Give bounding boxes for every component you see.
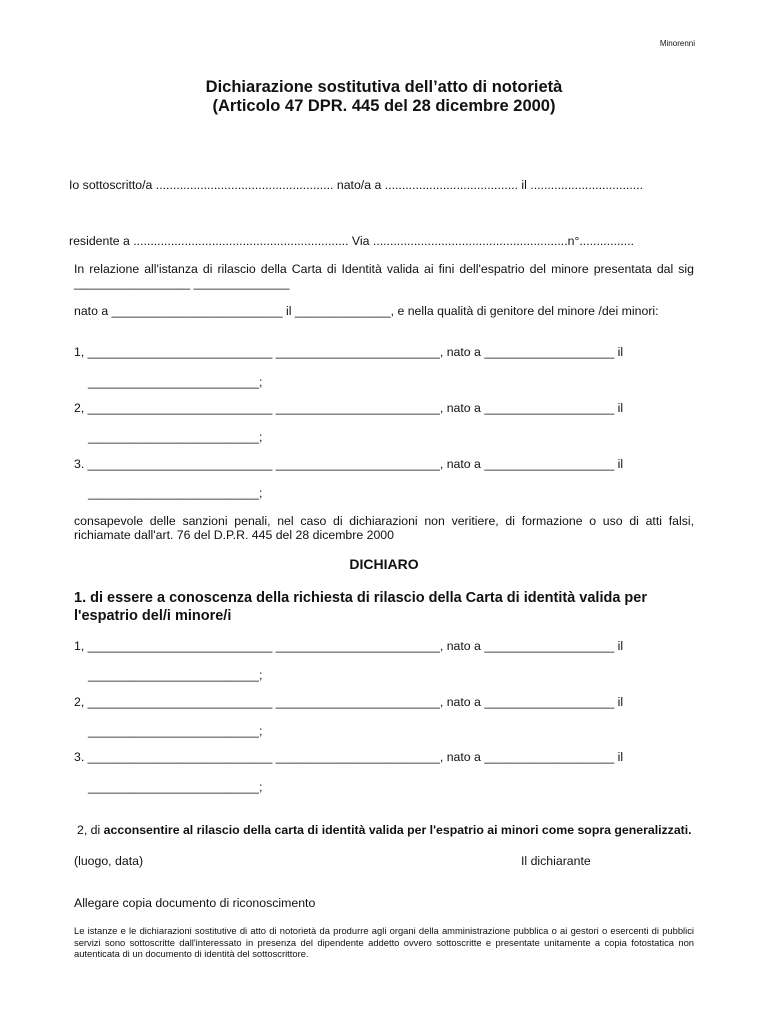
attachment-note: Allegare copia documento di riconoscimento <box>74 896 316 910</box>
document-title: Dichiarazione sostitutiva dell’atto di notorietà <box>205 78 563 96</box>
minor-line-3: 3. ___________________________ ________________________, nato a ___________________ il <box>74 457 624 471</box>
point-1-paragraph: 1. di essere a conoscenza della richiesta di rilascio della Carta di identità valida per l'espatrio del/i minore/i <box>74 590 647 624</box>
document-tag: Minorenni <box>659 39 695 48</box>
minor-line-1-tail: _________________________; <box>88 375 263 389</box>
minor-line-2-tail: _________________________; <box>88 430 263 444</box>
minor-line-3: 3. ___________________________ ________________________, nato a ___________________ il <box>74 750 624 764</box>
request-paragraph: In relazione all'istanza di rilascio della Carta di Identità valida ai fini dell'espatrio del minore presentata dal sig _________________ ______________ <box>74 262 694 290</box>
place-date-label: (luogo, data) <box>74 854 144 868</box>
minor-line-1-tail: _________________________; <box>88 668 263 682</box>
declarant-birth-line: Io sottoscritto/a .................................................... nato/a a ....................................... il ................................. <box>69 178 644 192</box>
awareness-paragraph: consapevole delle sanzioni penali, nel caso di dichiarazioni non veritiere, di formazione o uso di atti falsi, richiamate dall'art. 76 del D.P.R. 445 del 28 dicembre 2000 <box>74 514 694 542</box>
minor-line-3-tail: _________________________; <box>88 486 263 500</box>
minor-line-2: 2, ___________________________ ________________________, nato a ___________________ il <box>74 401 624 415</box>
minor-line-2-tail: _________________________; <box>88 724 263 738</box>
document-subtitle: (Articolo 47 DPR. 445 del 28 dicembre 2000) <box>212 97 556 115</box>
minor-line-3-tail: _________________________; <box>88 780 263 794</box>
minor-line-2: 2, ___________________________ ________________________, nato a ___________________ il <box>74 695 624 709</box>
point-2-text: acconsentire al rilascio della carta di identità valida per l'espatrio ai minori come sopra generalizzati. <box>103 823 692 837</box>
minor-line-1: 1, ___________________________ ________________________, nato a ___________________ il <box>74 345 624 359</box>
point-2-line <box>77 823 692 837</box>
dichiaro-heading: DICHIARO <box>349 556 419 572</box>
point-2-prefix: 2, di <box>77 823 104 837</box>
declarant-residence-line: residente a ............................................................... Via .........................................................n°................ <box>69 234 635 248</box>
parent-paragraph: nato a _________________________ il ______________, e nella qualità di genitore del minore /dei minori: <box>74 304 659 318</box>
legal-footnote: Le istanze e le dichiarazioni sostitutive di atto di notorietà da produrre agli organi della amministrazione pubblica o ai gestori o esercenti di pubblici servizi sono sottoscritte dall'interessato in presenza del dipendente addetto ovvero sottoscritte e presentate unitamente a copia fotostatica non autenticata di un documento di identità del sottoscrittore. <box>74 925 694 959</box>
declarant-signature-label: Il dichiarante <box>521 854 591 868</box>
minor-line-1: 1, ___________________________ ________________________, nato a ___________________ il <box>74 639 624 653</box>
